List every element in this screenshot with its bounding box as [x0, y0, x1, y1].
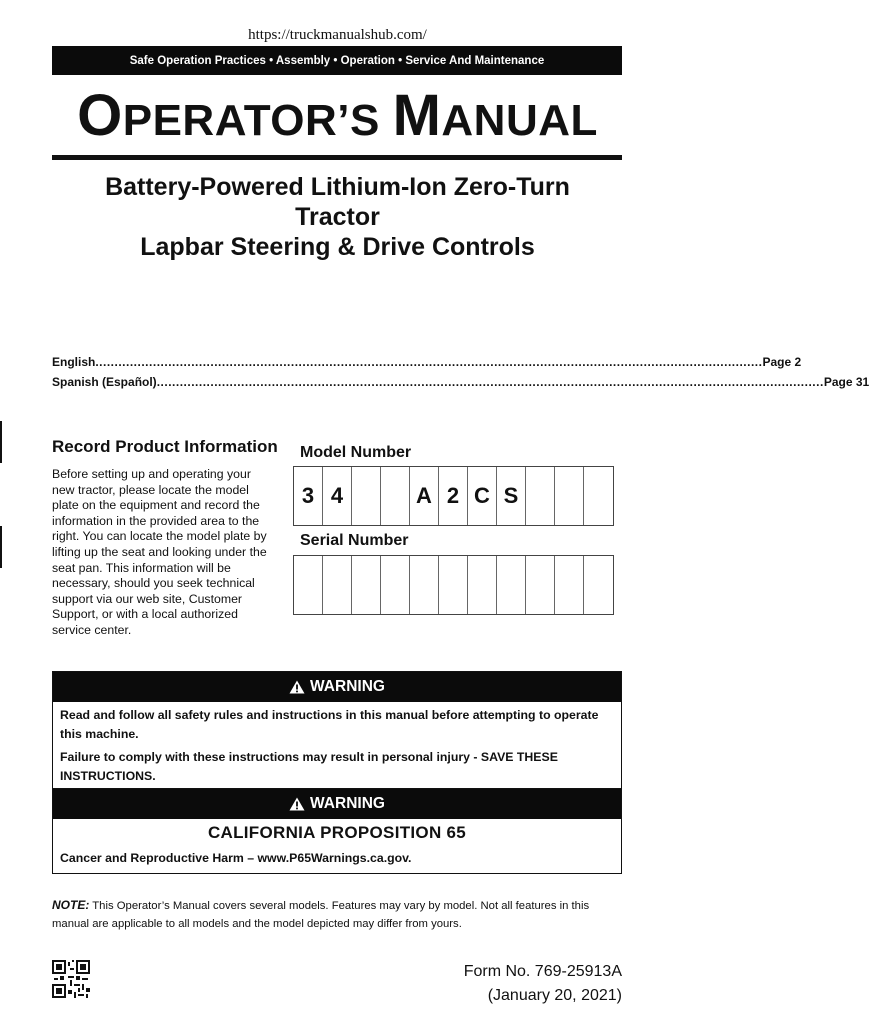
title-letter-m: M: [392, 83, 442, 148]
model-digit-cell[interactable]: 4: [323, 467, 352, 525]
warning-heading: WARNING: [310, 678, 385, 695]
source-url: https://truckmanualshub.com/: [248, 27, 427, 43]
warning-heading: WARNING: [310, 795, 385, 812]
subtitle-line-1: Battery-Powered Lithium-Ion Zero-Turn: [105, 173, 570, 201]
note-label: NOTE:: [52, 898, 90, 912]
serial-number-label: Serial Number: [300, 532, 409, 549]
warning-triangle-icon: [289, 680, 305, 694]
warning-header: [53, 789, 621, 819]
prop65-text: Cancer and Reproductive Harm – www.P65Warnings.ca.gov.: [60, 851, 412, 865]
serial-digit-cell[interactable]: [410, 556, 439, 614]
serial-digit-cell[interactable]: [555, 556, 584, 614]
form-date: (January 20, 2021): [487, 987, 622, 1004]
title-part-anual: ANUAL: [441, 96, 598, 145]
product-subtitle: [40, 172, 635, 262]
serial-digit-cell[interactable]: [468, 556, 497, 614]
toc-leader-dots: ..............................................................................................................................................................................: [95, 355, 763, 369]
serial-digit-cell[interactable]: [497, 556, 526, 614]
model-digit-cell[interactable]: [584, 467, 613, 525]
warning-text-failure: Failure to comply with these instructions may result in personal injury - SAVE THESE INSTRUCTIONS.: [60, 750, 558, 783]
subtitle-line-2: Tractor: [295, 203, 380, 231]
toc-label: Spanish (Español): [52, 375, 157, 389]
serial-number-grid[interactable]: [293, 555, 614, 615]
record-info-text: Before setting up and operating your new tractor, please locate the model plate on the equipment and record the information in the provided area to the right. You can locate the model plate by lifting up the seat and looking under the seat pan. This information will be necessary, should you seek technical support via our web site, Customer Support, or with a local authorized service center.: [52, 467, 267, 637]
model-digit-cell[interactable]: [555, 467, 584, 525]
serial-digit-cell[interactable]: [439, 556, 468, 614]
serial-digit-cell[interactable]: [352, 556, 381, 614]
title-divider: [52, 155, 622, 160]
serial-digit-cell[interactable]: [584, 556, 613, 614]
prop65-title: CALIFORNIA PROPOSITION 65: [207, 823, 467, 842]
warning-triangle-icon: [289, 797, 305, 811]
page-title: [0, 82, 675, 149]
title-letter-o: O: [77, 83, 123, 148]
form-info: [464, 960, 622, 1008]
warning-text-read-follow: Read and follow all safety rules and instructions in this manual before attempting to operate this machine.: [60, 708, 599, 741]
serial-digit-cell[interactable]: [323, 556, 352, 614]
model-digit-cell[interactable]: 3: [294, 467, 323, 525]
form-number: Form No. 769-25913A: [463, 963, 622, 980]
note-text: This Operator’s Manual covers several models. Features may vary by model. Not all features in this manual are applicable to all models and the model depicted may differ from yours.: [52, 900, 590, 930]
model-digit-cell[interactable]: [352, 467, 381, 525]
safety-warning-box: [52, 671, 622, 790]
subtitle-line-3: Lapbar Steering & Drive Controls: [140, 233, 535, 261]
toc-page: Page 2: [762, 355, 802, 369]
model-digit-cell[interactable]: A: [410, 467, 439, 525]
model-digit-cell[interactable]: C: [468, 467, 497, 525]
toc-label: English: [52, 355, 96, 369]
toc-entry-english[interactable]: [52, 355, 802, 369]
model-number-label: Model Number: [300, 444, 412, 461]
toc-page: Page 31: [823, 375, 869, 389]
title-part-perator: PERATOR: [122, 96, 338, 145]
page-edge-mark: [0, 421, 2, 463]
serial-digit-cell[interactable]: [381, 556, 410, 614]
manual-note: [52, 896, 622, 933]
model-number-grid[interactable]: [293, 466, 614, 526]
serial-digit-cell[interactable]: [294, 556, 323, 614]
page-edge-mark: [0, 526, 2, 568]
topic-banner: Safe Operation Practices • Assembly • Operation • Service And Maintenance: [52, 46, 622, 75]
warning-header: [53, 672, 621, 702]
title-part-apostrophe-s: ’S: [337, 96, 393, 145]
qr-code-icon: [52, 960, 90, 998]
toc-entry-spanish[interactable]: [52, 375, 869, 389]
model-digit-cell[interactable]: [381, 467, 410, 525]
serial-digit-cell[interactable]: [526, 556, 555, 614]
toc-leader-dots: ..............................................................................................................................................................................: [156, 375, 824, 389]
prop65-warning-box: [52, 788, 622, 874]
record-info-heading: Record Product Information: [52, 437, 278, 456]
model-digit-cell[interactable]: 2: [439, 467, 468, 525]
model-digit-cell[interactable]: S: [497, 467, 526, 525]
model-digit-cell[interactable]: [526, 467, 555, 525]
